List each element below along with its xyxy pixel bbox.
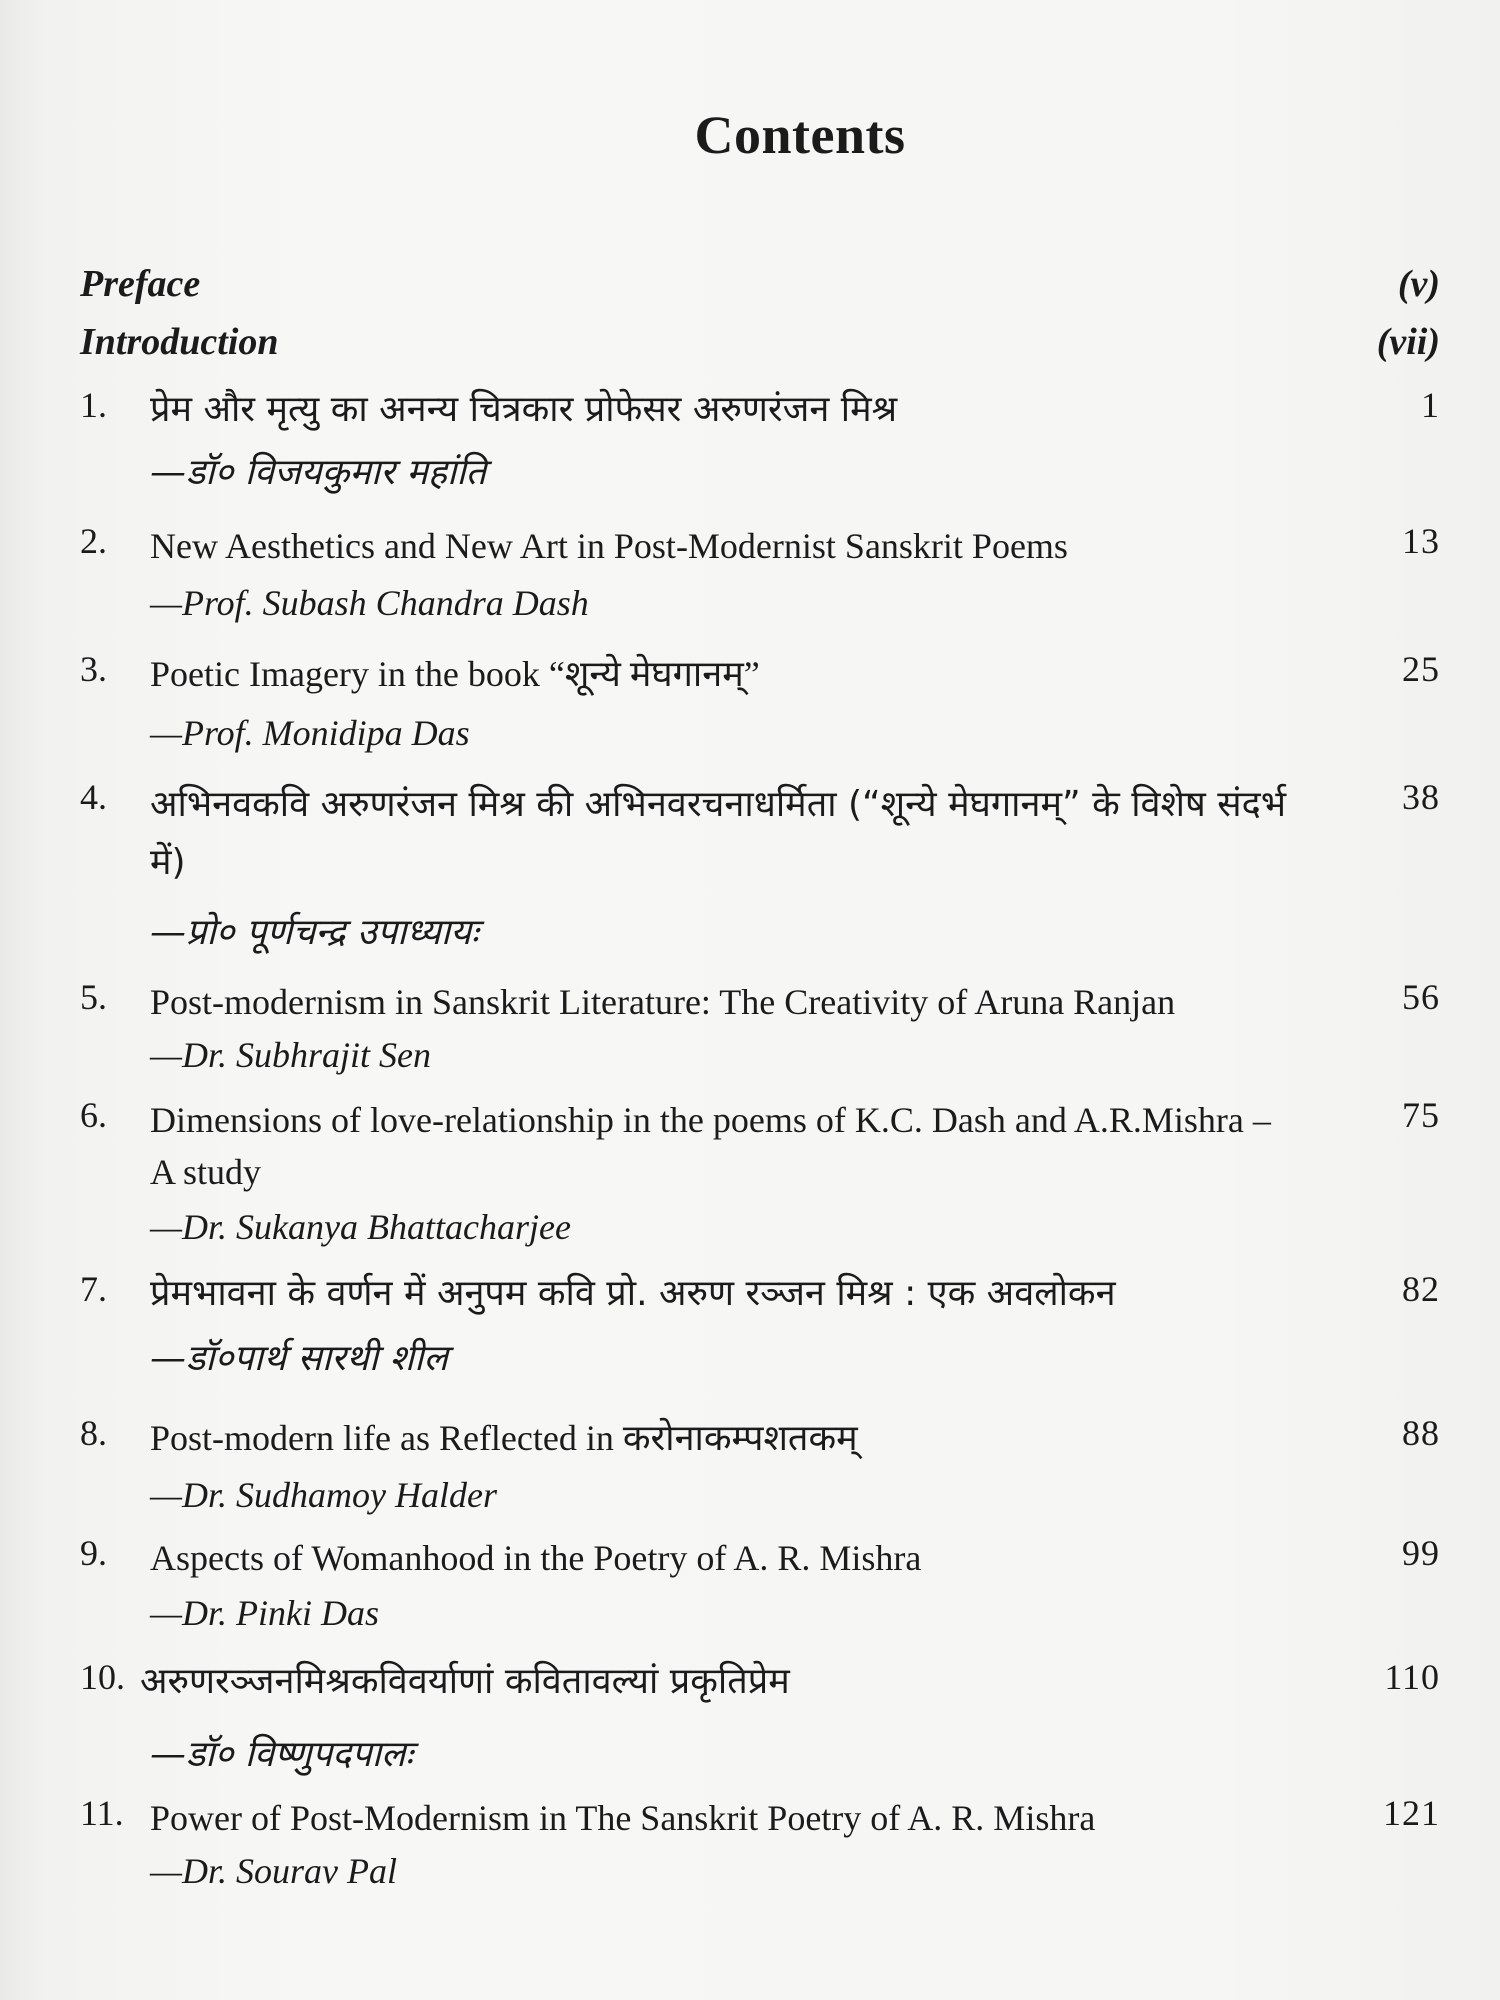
entry-author: —Dr. Pinki Das — [150, 1593, 380, 1633]
entry-number: 1. — [80, 385, 107, 425]
entry-title: Poetic Imagery in the book “शून्ये मेघगानम्” — [150, 654, 760, 694]
entry-page: 25 — [1402, 649, 1440, 689]
entry-title: अभिनवकवि अरुणरंजन मिश्र की अभिनवरचनाधर्मिता (“शून्ये मेघगानम्” के विशेष संदर्भ में) — [150, 784, 1287, 883]
entry-page: 99 — [1402, 1533, 1440, 1573]
entry-number: 7. — [80, 1269, 107, 1309]
entry-author: —डॉ० विजयकुमार महांति — [150, 452, 487, 493]
preface-page: (v) — [1397, 263, 1440, 305]
entry-title: New Aesthetics and New Art in Post-Modernist Sanskrit Poems — [150, 526, 1068, 566]
entry-page: 75 — [1402, 1095, 1440, 1135]
entry-page: 88 — [1402, 1413, 1440, 1453]
entry-page: 56 — [1402, 977, 1440, 1017]
entry-page: 13 — [1402, 521, 1440, 561]
entry-author: —Dr. Sukanya Bhattacharjee — [150, 1207, 571, 1247]
entry-page: 38 — [1402, 777, 1440, 817]
entry-number: 8. — [80, 1413, 107, 1453]
entry-author: —Prof. Subash Chandra Dash — [150, 583, 589, 623]
entry-number: 9. — [80, 1533, 107, 1573]
entry-number: 10. — [80, 1657, 125, 1697]
entry-title: Post-modernism in Sanskrit Literature: The Creativity of Aruna Ranjan — [150, 982, 1176, 1022]
entry-page: 1 — [1421, 385, 1440, 425]
entry-number: 6. — [80, 1095, 107, 1135]
entry-page: 110 — [1384, 1657, 1440, 1697]
entry-title: Dimensions of love-relationship in the poems of K.C. Dash and A.R.Mishra – A study — [150, 1100, 1271, 1192]
entry-number: 2. — [80, 521, 107, 561]
entry-title: अरुणरञ्जनमिश्रकविवर्याणां कवितावल्यां प्रकृतिप्रेम — [140, 1661, 790, 1702]
entry-title: प्रेमभावना के वर्णन में अनुपम कवि प्रो. अरुण रञ्जन मिश्र : एक अवलोकन — [150, 1273, 1116, 1314]
entry-author: —Dr. Sourav Pal — [150, 1851, 398, 1891]
entry-author: —डॉ०पार्थ सारथी शील — [150, 1338, 448, 1379]
entry-number: 5. — [80, 977, 107, 1017]
entry-number: 3. — [80, 649, 107, 689]
entry-title: Power of Post-Modernism in The Sanskrit Poetry of A. R. Mishra — [150, 1798, 1096, 1838]
entry-author: —Prof. Monidipa Das — [150, 713, 470, 753]
entry-title: प्रेम और मृत्यु का अनन्य चित्रकार प्रोफेसर अरुणरंजन मिश्र — [150, 389, 898, 430]
toc-introduction — [80, 320, 1440, 370]
page-title: Contents — [694, 105, 906, 165]
entry-number: 11. — [80, 1793, 124, 1833]
introduction-label: Introduction — [80, 321, 279, 363]
entry-author: —प्रो० पूर्णचन्द्र उपाध्यायः — [150, 912, 479, 953]
toc-preface — [80, 262, 1440, 312]
entry-title: Post-modern life as Reflected in करोनाकम्पशतकम् — [150, 1418, 858, 1458]
entry-author: —Dr. Sudhamoy Halder — [150, 1475, 497, 1515]
entry-number: 4. — [80, 777, 107, 817]
preface-label: Preface — [80, 263, 201, 305]
entry-title: Aspects of Womanhood in the Poetry of A. R. Mishra — [150, 1538, 922, 1578]
entry-author: —Dr. Subhrajit Sen — [150, 1035, 432, 1075]
entry-author: —डॉ० विष्णुपदपालः — [150, 1734, 413, 1775]
entry-page: 121 — [1383, 1793, 1440, 1833]
entry-page: 82 — [1402, 1269, 1440, 1309]
introduction-page: (vii) — [1376, 321, 1440, 363]
